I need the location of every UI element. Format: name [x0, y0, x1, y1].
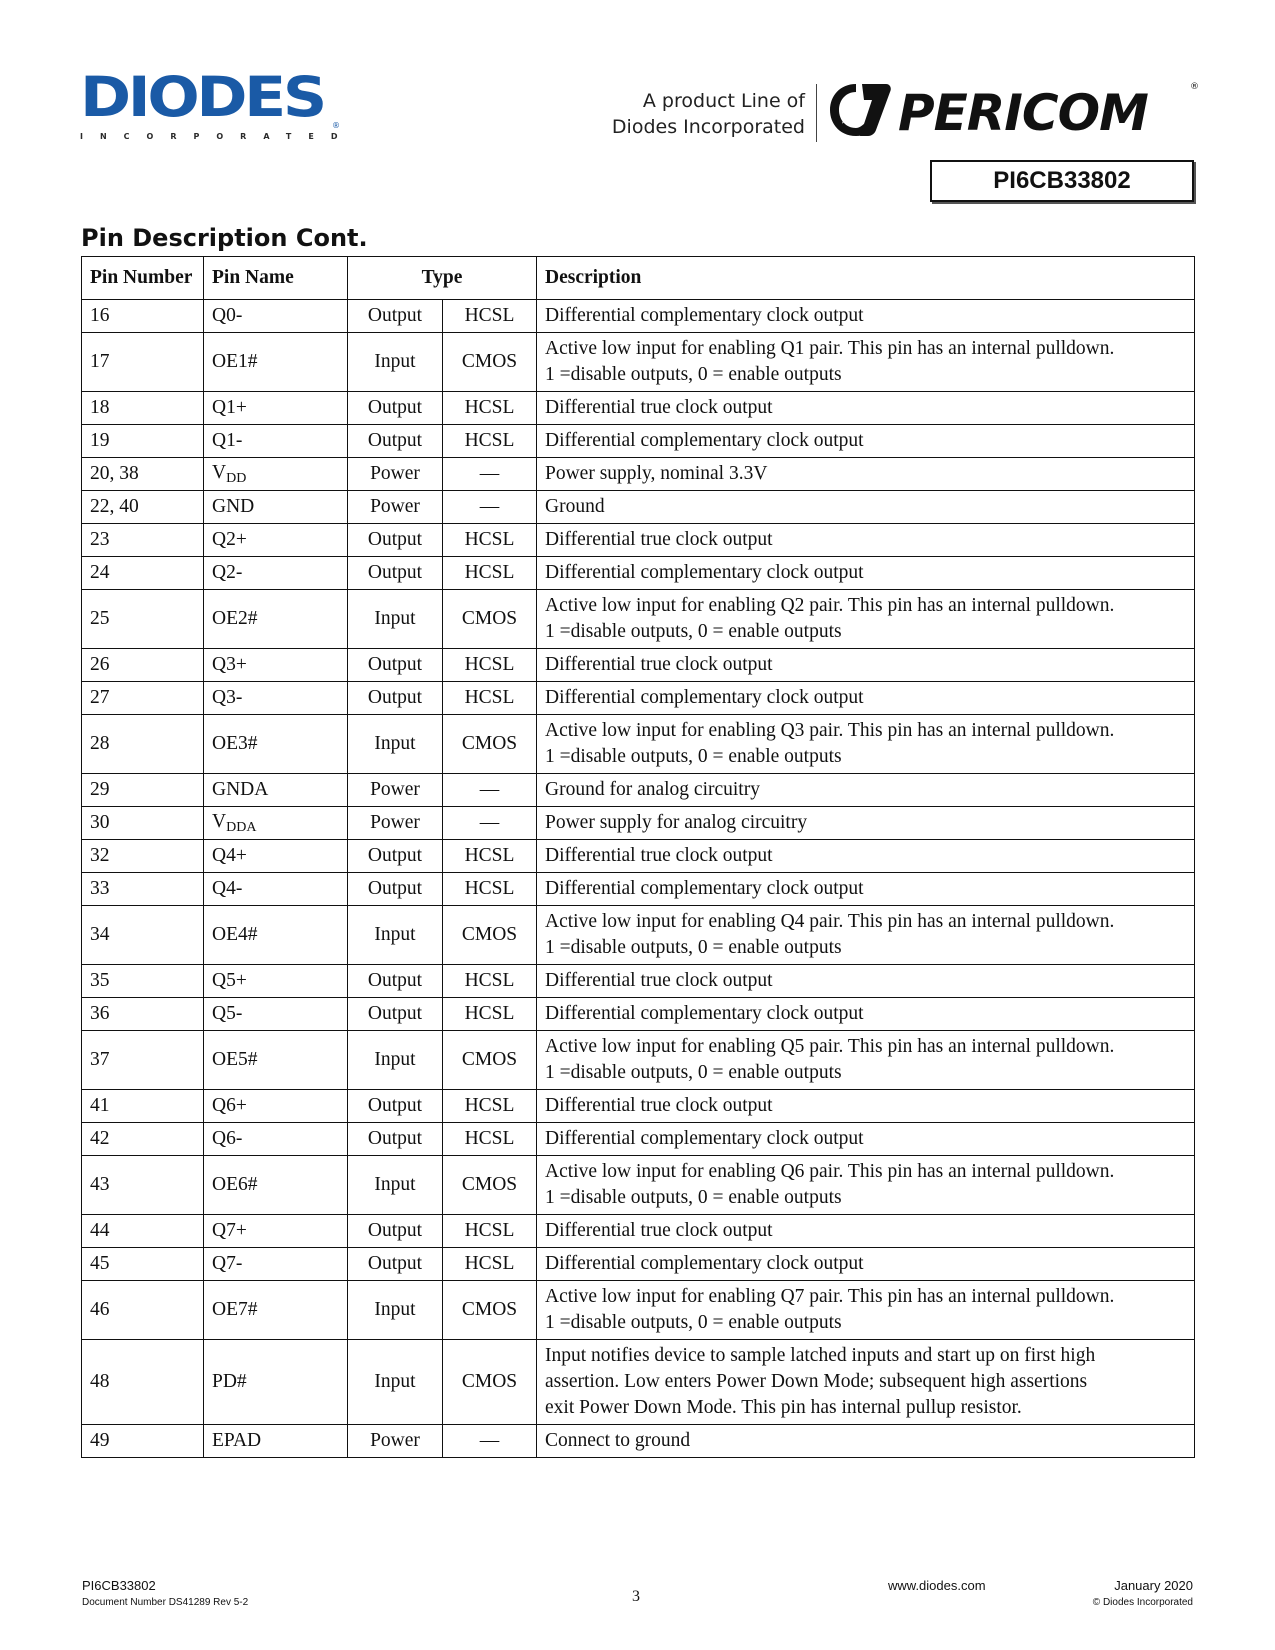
pin-number-cell: 34 [82, 906, 204, 965]
pin-number-cell: 22, 40 [82, 491, 204, 524]
pin-name-cell [204, 873, 348, 906]
pericom-emblem-icon [826, 80, 892, 140]
pin-type-cell: Input [348, 1340, 443, 1425]
pin-name-cell [204, 425, 348, 458]
pin-signal-cell: CMOS [443, 333, 537, 392]
pin-name-cell [204, 649, 348, 682]
table-row [82, 491, 1195, 524]
pin-description-cell [537, 458, 1195, 491]
pin-name-cell [204, 682, 348, 715]
pin-name-cell [204, 807, 348, 840]
pin-name-cell [204, 491, 348, 524]
table-row [82, 333, 1195, 392]
pin-description-line: assertion. Low enters Power Down Mode; subsequent high assertions [545, 1371, 1088, 1392]
table-row [82, 998, 1195, 1031]
pin-number-cell: 25 [82, 590, 204, 649]
pin-description-cell [537, 590, 1195, 649]
pin-description-cell [537, 807, 1195, 840]
pin-number-cell: 42 [82, 1123, 204, 1156]
table-row [82, 557, 1195, 590]
pin-description-line: Power supply, nominal 3.3V [545, 463, 768, 484]
pin-description-line: 1 =disable outputs, 0 = enable outputs [545, 746, 842, 767]
pin-description-line: 1 =disable outputs, 0 = enable outputs [545, 937, 842, 958]
header-pin-name: Pin Name [204, 257, 348, 300]
pin-number-cell: 16 [82, 300, 204, 333]
pin-name-cell [204, 1031, 348, 1090]
pin-signal-cell: — [443, 807, 537, 840]
pin-name-text: OE6# [212, 1174, 258, 1195]
pin-type-cell: Input [348, 590, 443, 649]
pin-signal-cell: HCSL [443, 1090, 537, 1123]
pin-description-line: Differential complementary clock output [545, 1253, 864, 1274]
pin-type-cell: Output [348, 392, 443, 425]
pin-description-line: Differential true clock output [545, 1220, 773, 1241]
pin-description-line: Connect to ground [545, 1430, 691, 1451]
pin-description-line: Differential true clock output [545, 970, 773, 991]
pin-type-cell: Power [348, 491, 443, 524]
table-row [82, 965, 1195, 998]
pin-name-text: OE4# [212, 924, 258, 945]
header-type: Type [348, 257, 537, 300]
pin-number-cell: 27 [82, 682, 204, 715]
header-description: Description [537, 257, 1195, 300]
pin-name-cell [204, 1340, 348, 1425]
pin-description-cell [537, 1215, 1195, 1248]
pin-signal-cell: CMOS [443, 1281, 537, 1340]
footer-page-number: 3 [632, 1588, 640, 1605]
pin-number-cell: 18 [82, 392, 204, 425]
table-row [82, 1031, 1195, 1090]
pin-description-line: Active low input for enabling Q4 pair. This pin has an internal pulldown. [545, 911, 1115, 932]
pin-description-line: Power supply for analog circuitry [545, 812, 808, 833]
pin-description-line: Differential true clock output [545, 845, 773, 866]
pin-signal-cell: — [443, 458, 537, 491]
pin-type-cell: Output [348, 1215, 443, 1248]
pin-number-cell: 48 [82, 1340, 204, 1425]
pericom-logo [826, 80, 1199, 142]
pin-description-line: Active low input for enabling Q3 pair. This pin has an internal pulldown. [545, 720, 1115, 741]
pin-type-cell: Output [348, 965, 443, 998]
pin-type-cell: Input [348, 715, 443, 774]
table-row [82, 1281, 1195, 1340]
section-title: Pin Description Cont. [81, 224, 368, 252]
pin-type-cell: Input [348, 906, 443, 965]
pin-signal-cell: CMOS [443, 715, 537, 774]
pin-description-line: 1 =disable outputs, 0 = enable outputs [545, 364, 842, 385]
pin-name-text: Q7- [212, 1253, 243, 1274]
pin-description-cell [537, 1248, 1195, 1281]
pin-number-cell: 29 [82, 774, 204, 807]
pin-name-text: Q6- [212, 1128, 243, 1149]
pin-description-cell [537, 491, 1195, 524]
pin-description-line: Differential true clock output [545, 397, 773, 418]
pin-description-cell [537, 1090, 1195, 1123]
pin-name-cell [204, 590, 348, 649]
table-row [82, 458, 1195, 491]
pin-description-line: Differential true clock output [545, 529, 773, 550]
pin-signal-cell: HCSL [443, 425, 537, 458]
pin-number-cell: 30 [82, 807, 204, 840]
pin-name-text: OE5# [212, 1049, 258, 1070]
pin-name-text: Q7+ [212, 1220, 247, 1241]
pin-name-text: Q2- [212, 562, 243, 583]
pin-description-cell [537, 1123, 1195, 1156]
table-row [82, 715, 1195, 774]
pin-description-line: Active low input for enabling Q1 pair. This pin has an internal pulldown. [545, 338, 1115, 359]
pin-description-cell [537, 557, 1195, 590]
pin-type-cell: Output [348, 524, 443, 557]
pin-type-cell: Output [348, 557, 443, 590]
pin-type-cell: Input [348, 333, 443, 392]
table-row [82, 873, 1195, 906]
pin-type-cell: Output [348, 425, 443, 458]
footer-website-link[interactable]: www.diodes.com [888, 1578, 986, 1593]
pin-name-cell [204, 300, 348, 333]
pin-signal-cell: HCSL [443, 873, 537, 906]
header-divider [816, 84, 817, 142]
pin-number-cell: 43 [82, 1156, 204, 1215]
pin-name-text: PD# [212, 1371, 247, 1392]
pin-description-table [81, 256, 1195, 1458]
table-row [82, 807, 1195, 840]
pin-type-cell: Output [348, 300, 443, 333]
pin-name-subscript: DD [226, 470, 247, 486]
pin-name-cell [204, 1425, 348, 1458]
pin-name-text: Q5- [212, 1003, 243, 1024]
pin-type-cell: Output [348, 840, 443, 873]
pin-signal-cell: HCSL [443, 998, 537, 1031]
pin-name-text: Q5+ [212, 970, 247, 991]
pin-type-cell: Output [348, 1090, 443, 1123]
pin-signal-cell: HCSL [443, 1215, 537, 1248]
pin-name-text: Q0- [212, 305, 243, 326]
pin-name-cell [204, 965, 348, 998]
pin-description-cell [537, 392, 1195, 425]
pin-signal-cell: CMOS [443, 590, 537, 649]
pin-description-cell [537, 965, 1195, 998]
header-pin-number: Pin Number [82, 257, 204, 300]
pin-name-text: GNDA [212, 779, 269, 800]
pin-name-text: Q4+ [212, 845, 247, 866]
footer-date: January 2020 [1114, 1578, 1193, 1593]
pin-description-line: Differential true clock output [545, 654, 773, 675]
pin-type-cell: Output [348, 1248, 443, 1281]
pin-name-cell [204, 333, 348, 392]
footer-part-number: PI6CB33802 [82, 1578, 156, 1593]
pin-type-cell: Power [348, 774, 443, 807]
pin-number-cell: 20, 38 [82, 458, 204, 491]
pin-number-cell: 44 [82, 1215, 204, 1248]
pin-description-cell [537, 300, 1195, 333]
table-row [82, 1156, 1195, 1215]
pin-description-line: exit Power Down Mode. This pin has internal pullup resistor. [545, 1397, 1022, 1418]
pin-type-cell: Input [348, 1031, 443, 1090]
pin-name-cell [204, 840, 348, 873]
diodes-logo-wordmark: DIODES [80, 65, 324, 129]
table-row [82, 649, 1195, 682]
pin-description-line: 1 =disable outputs, 0 = enable outputs [545, 1187, 842, 1208]
table-row [82, 906, 1195, 965]
pin-description-line: Active low input for enabling Q7 pair. This pin has an internal pulldown. [545, 1286, 1115, 1307]
pin-number-cell: 19 [82, 425, 204, 458]
pin-name-text: Q6+ [212, 1095, 247, 1116]
pin-name-text: Q3- [212, 687, 243, 708]
pin-type-cell: Output [348, 998, 443, 1031]
pin-description-line: Differential complementary clock output [545, 1003, 864, 1024]
pin-number-cell: 45 [82, 1248, 204, 1281]
pin-name-text: OE7# [212, 1299, 258, 1320]
pin-description-cell [537, 1281, 1195, 1340]
table-row [82, 425, 1195, 458]
pin-signal-cell: HCSL [443, 557, 537, 590]
pin-description-line: Ground [545, 496, 605, 517]
table-row [82, 1215, 1195, 1248]
pin-signal-cell: HCSL [443, 649, 537, 682]
pin-description-cell [537, 715, 1195, 774]
pin-number-cell: 26 [82, 649, 204, 682]
pin-name-cell [204, 392, 348, 425]
pin-name-cell [204, 1090, 348, 1123]
table-row [82, 1425, 1195, 1458]
pin-signal-cell: CMOS [443, 1340, 537, 1425]
pin-number-cell: 37 [82, 1031, 204, 1090]
product-line-text-1: A product Line of [642, 90, 805, 112]
pin-description-line: Differential complementary clock output [545, 562, 864, 583]
footer-document-number: Document Number DS41289 Rev 5-2 [82, 1597, 249, 1608]
pin-description-cell [537, 906, 1195, 965]
pin-name-cell [204, 715, 348, 774]
pin-name-cell [204, 998, 348, 1031]
pin-name-text: GND [212, 496, 255, 517]
table-row [82, 1123, 1195, 1156]
pin-signal-cell: HCSL [443, 1123, 537, 1156]
pin-description-line: Active low input for enabling Q5 pair. This pin has an internal pulldown. [545, 1036, 1115, 1057]
pin-description-line: Ground for analog circuitry [545, 779, 760, 800]
pin-name-text: Q2+ [212, 529, 247, 550]
table-row [82, 590, 1195, 649]
pin-name-cell [204, 774, 348, 807]
pin-name-text: OE2# [212, 608, 258, 629]
pin-description-cell [537, 998, 1195, 1031]
pin-description-line: Input notifies device to sample latched inputs and start up on first high [545, 1345, 1096, 1366]
pin-type-cell: Power [348, 1425, 443, 1458]
pin-description-line: Differential complementary clock output [545, 878, 864, 899]
pin-type-cell: Input [348, 1156, 443, 1215]
pin-signal-cell: HCSL [443, 392, 537, 425]
table-row [82, 840, 1195, 873]
pin-signal-cell: HCSL [443, 524, 537, 557]
table-row [82, 1248, 1195, 1281]
pin-type-cell: Input [348, 1281, 443, 1340]
pin-description-line: Differential complementary clock output [545, 1128, 864, 1149]
pin-name-cell [204, 1123, 348, 1156]
pin-signal-cell: — [443, 1425, 537, 1458]
product-line-text-2: Diodes Incorporated [611, 116, 805, 138]
pin-description-cell [537, 1425, 1195, 1458]
pin-name-text: Q4- [212, 878, 243, 899]
table-row [82, 524, 1195, 557]
table-row [82, 392, 1195, 425]
pin-description-cell [537, 774, 1195, 807]
registered-mark-icon: ® [332, 121, 340, 130]
pin-description-cell [537, 1156, 1195, 1215]
pin-description-line: 1 =disable outputs, 0 = enable outputs [545, 621, 842, 642]
pin-description-line: Active low input for enabling Q2 pair. This pin has an internal pulldown. [545, 595, 1115, 616]
pin-name-text: Q3+ [212, 654, 247, 675]
pin-description-cell [537, 1031, 1195, 1090]
pin-description-line: Differential complementary clock output [545, 430, 864, 451]
pin-name-cell [204, 1281, 348, 1340]
pin-number-cell: 17 [82, 333, 204, 392]
pin-name-text: OE1# [212, 351, 258, 372]
pin-type-cell: Power [348, 458, 443, 491]
pin-name-cell [204, 1215, 348, 1248]
pin-signal-cell: CMOS [443, 1031, 537, 1090]
pin-name-cell [204, 906, 348, 965]
pin-signal-cell: HCSL [443, 300, 537, 333]
pin-signal-cell: CMOS [443, 906, 537, 965]
table-row [82, 774, 1195, 807]
pin-number-cell: 28 [82, 715, 204, 774]
pin-number-cell: 23 [82, 524, 204, 557]
pin-description-line: Active low input for enabling Q6 pair. This pin has an internal pulldown. [545, 1161, 1115, 1182]
pin-type-cell: Output [348, 649, 443, 682]
pin-name-cell [204, 458, 348, 491]
pin-name-subscript: DDA [226, 819, 257, 835]
pin-signal-cell: HCSL [443, 965, 537, 998]
pin-name-text: OE3# [212, 733, 258, 754]
pericom-registered-icon: ® [1190, 82, 1199, 92]
pin-description-cell [537, 682, 1195, 715]
pin-description-cell [537, 333, 1195, 392]
pin-name-text: EPAD [212, 1430, 262, 1451]
pin-signal-cell: HCSL [443, 1248, 537, 1281]
pin-number-cell: 49 [82, 1425, 204, 1458]
pin-name-text: Q1+ [212, 397, 247, 418]
pericom-wordmark: PERICOM [898, 84, 1148, 142]
pin-type-cell: Power [348, 807, 443, 840]
product-line-caption [612, 88, 805, 140]
pin-number-cell: 35 [82, 965, 204, 998]
pin-description-cell [537, 873, 1195, 906]
pin-signal-cell: — [443, 774, 537, 807]
pin-name-cell [204, 524, 348, 557]
table-row [82, 1090, 1195, 1123]
pin-description-cell [537, 649, 1195, 682]
table-header-row [82, 257, 1195, 300]
pin-description-line: Differential complementary clock output [545, 305, 864, 326]
pin-name-text: V [212, 810, 227, 832]
pin-signal-cell: — [443, 491, 537, 524]
pin-name-cell [204, 557, 348, 590]
pin-description-line: 1 =disable outputs, 0 = enable outputs [545, 1312, 842, 1333]
pin-description-cell [537, 524, 1195, 557]
pin-description-line: Differential true clock output [545, 1095, 773, 1116]
pin-type-cell: Output [348, 873, 443, 906]
pin-number-cell: 36 [82, 998, 204, 1031]
pin-number-cell: 32 [82, 840, 204, 873]
pin-description-line: 1 =disable outputs, 0 = enable outputs [545, 1062, 842, 1083]
pin-signal-cell: HCSL [443, 840, 537, 873]
part-number-box: PI6CB33802 [930, 160, 1194, 202]
pin-name-cell [204, 1248, 348, 1281]
pin-description-cell [537, 840, 1195, 873]
pin-name-cell [204, 1156, 348, 1215]
pin-signal-cell: HCSL [443, 682, 537, 715]
pin-name-text: V [212, 461, 227, 483]
pin-number-cell: 33 [82, 873, 204, 906]
diodes-logo-subtitle: INCORPORATED [80, 132, 355, 141]
pin-description-line: Differential complementary clock output [545, 687, 864, 708]
pin-number-cell: 41 [82, 1090, 204, 1123]
table-row [82, 682, 1195, 715]
pin-number-cell: 24 [82, 557, 204, 590]
pin-name-text: Q1- [212, 430, 243, 451]
pin-signal-cell: CMOS [443, 1156, 537, 1215]
table-row [82, 1340, 1195, 1425]
pin-number-cell: 46 [82, 1281, 204, 1340]
pin-description-cell [537, 1340, 1195, 1425]
footer-copyright: © Diodes Incorporated [1092, 1597, 1193, 1608]
pin-type-cell: Output [348, 682, 443, 715]
pin-type-cell: Output [348, 1123, 443, 1156]
table-row [82, 300, 1195, 333]
pin-description-cell [537, 425, 1195, 458]
diodes-logo [80, 65, 355, 144]
